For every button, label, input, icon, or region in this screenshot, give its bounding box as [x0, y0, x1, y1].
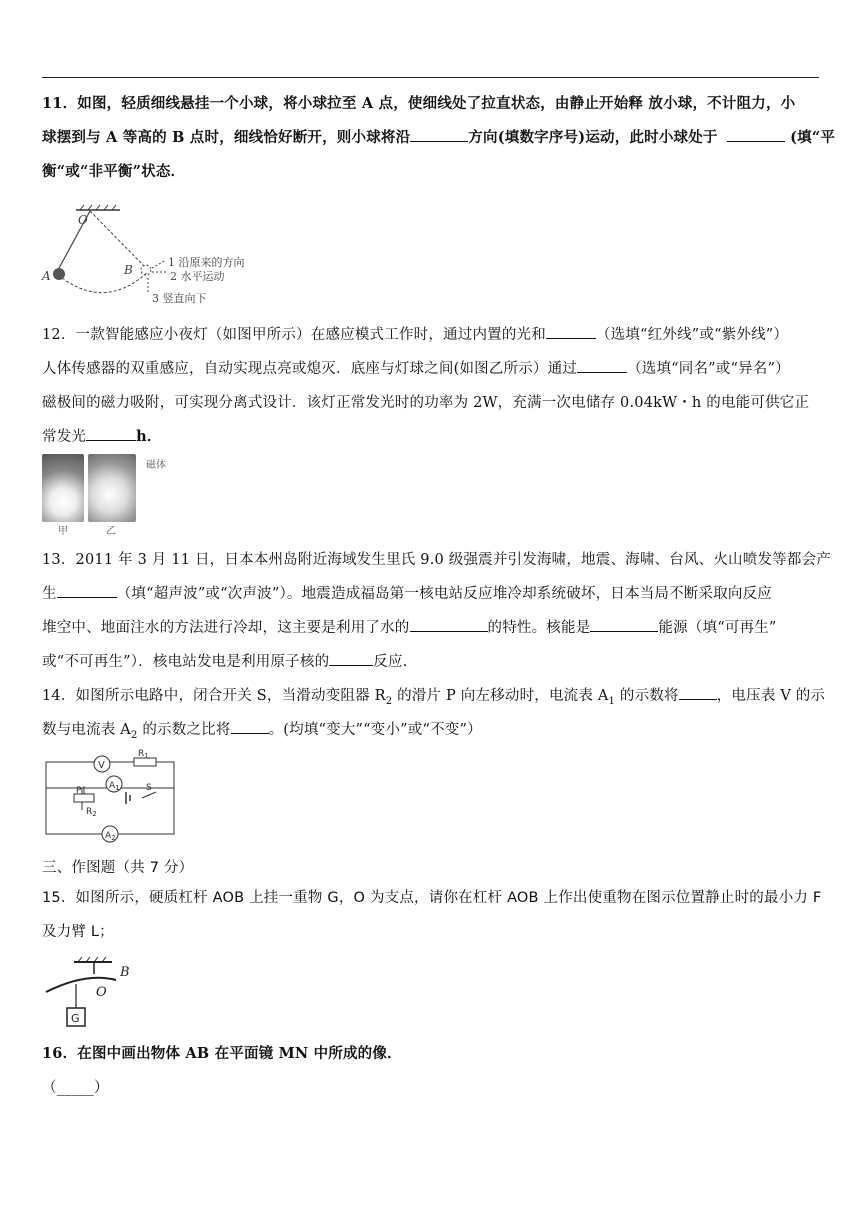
q16-line1: 16．在图中画出物体 AB 在平面镜 MN 中所成的像．	[42, 1045, 402, 1062]
direction-3-label: 3 竖直向下	[152, 292, 207, 305]
q12-line2: 人体传感器的双重感应，自动实现点亮或熄灭．底座与灯球之间(如图乙所示）通过 （选填“同名”或“异名”）	[42, 361, 790, 377]
q13-blank-reaction[interactable]	[329, 652, 373, 666]
q12-line1: 12．一款智能感应小夜灯（如图甲所示）在感应模式工作时，通过内置的光和 （选填“红外线”或“紫外线”）	[42, 327, 789, 343]
q13-blank-property[interactable]	[410, 618, 488, 632]
svg-text:G: G	[71, 1012, 80, 1025]
svg-text:A1: $A_1$	[109, 781, 120, 792]
label-B: B	[124, 263, 133, 277]
q13-blank-wave[interactable]	[57, 584, 117, 598]
svg-text:A2: $A_2$	[105, 831, 116, 842]
q11-line3: 衡“或“非平衡”状态．	[42, 163, 186, 180]
q15-line1: 15．如图所示，硬质杠杆 AOB 上挂一重物 G，O 为支点，请你在杠杆 AOB 上作出使重物在图示位置静止时的最小力 F	[42, 890, 822, 906]
q12-blank-pole[interactable]	[577, 359, 627, 373]
svg-text:S: S	[146, 783, 152, 793]
svg-text:R1: $R_1$	[138, 749, 149, 760]
q14-line1: 14．如图所示电路中，闭合开关 S，当滑动变阻器 $R_2$ 的滑片 P 向左移动时，电流表 $A_1$ 的示数将 ，电压表 V 的示	[42, 688, 826, 707]
q13-line4: 或“不可再生”）．核电站发电是利用原子核的 反应.	[42, 654, 408, 670]
q12-blank-light[interactable]	[546, 325, 596, 339]
lever-figure	[42, 952, 152, 1032]
q15-line2: 及力臂 L；	[42, 924, 114, 940]
night-light-photo-jia	[42, 454, 84, 522]
svg-text:P: P	[76, 786, 82, 796]
q11-blank-state[interactable]	[727, 128, 785, 142]
q11-blank-direction[interactable]	[410, 128, 468, 142]
svg-text:O: O	[96, 985, 107, 1000]
svg-text:R2: $R_2$	[86, 807, 97, 818]
q13-line3: 堆空中、地面注水的方法进行冷却，这主要是利用了水的 的特性。核能是 能源（填“可再生”	[42, 620, 777, 636]
q13-line2: 生 （填“超声波”或“次声波”）。地震造成福岛第一核电站反应堆冷却系统破坏，日本当局不断采取向反应	[42, 586, 773, 602]
circuit-figure	[42, 748, 182, 844]
q12-blank-hours[interactable]	[86, 427, 136, 441]
q12-line3: 磁极间的磁力吸附，可实现分离式设计．该灯正常发光时的功率为 2W，充满一次电储存 0.04kW・h 的电能可供它正	[42, 395, 810, 411]
photo-label-yi: 乙	[106, 526, 116, 537]
q14-blank-ratio[interactable]	[231, 720, 269, 734]
photo-label-jia: 甲	[58, 526, 68, 537]
night-light-photo-yi	[88, 454, 136, 522]
q13-blank-energy[interactable]	[590, 618, 658, 632]
svg-text:V: V	[98, 760, 105, 771]
direction-1-label: 1 沿原来的方向	[168, 256, 245, 269]
direction-2-label: 2 水平运动	[170, 270, 225, 283]
pendulum-figure	[40, 200, 290, 310]
top-rule	[42, 77, 819, 78]
q11-line1: 11．如图，轻质细线悬挂一个小球，将小球拉至 A 点，使细线处了拉直状态，由静止开始释 放小球，不计阻力，小	[42, 95, 796, 112]
svg-text:B: B	[120, 965, 130, 980]
q16-answer[interactable]: （_____）	[42, 1080, 109, 1096]
q13-line1: 13．2011 年 3 月 11 日，日本本州岛附近海域发生里氏 9.0 级强震并引发海啸，地震、海啸、台风、火山喷发等都会产	[42, 552, 831, 568]
label-O: O	[78, 213, 88, 227]
q14-blank-ammeter[interactable]	[679, 686, 717, 700]
q11-line2: 球摆到与 A 等高的 B 点时，细线恰好断开，则小球将沿 方向(填数字序号)运动，此时小球处于 (填“平	[42, 129, 836, 146]
section-heading: 三、作图题（共 7 分）	[42, 860, 194, 876]
q12-line4: 常发光 h．	[42, 428, 162, 445]
label-A: A	[42, 269, 51, 283]
photo-label-magnet: 磁体	[146, 460, 166, 471]
q14-line2: 数与电流表 $A_2$ 的示数之比将 。(均填“变大”“变小”或“不变”）	[42, 722, 482, 741]
